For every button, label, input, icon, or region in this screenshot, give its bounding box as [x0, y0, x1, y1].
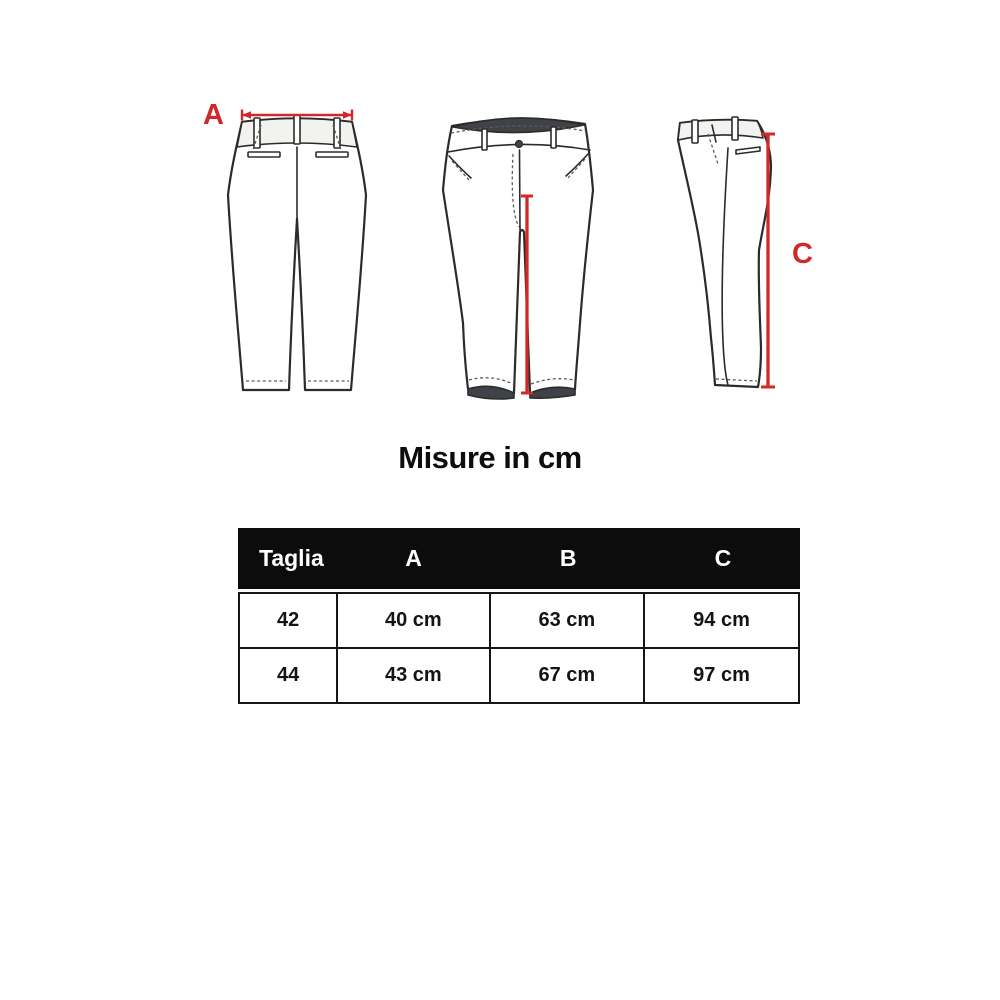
measure-cell: 63 cm: [491, 594, 646, 647]
column-header-c: C: [714, 545, 732, 571]
measure-cell: 67 cm: [491, 649, 646, 702]
measure-label-c: C: [792, 238, 813, 270]
measure-cell: 40 cm: [338, 594, 490, 647]
page-title: Misure in cm: [398, 440, 582, 475]
measure-label-a: A: [203, 99, 224, 131]
table-row-size-42: [240, 594, 798, 647]
column-header-b: B: [559, 545, 577, 571]
pants-front-view-drawing: [438, 108, 602, 404]
table-row-size-44: [240, 647, 798, 702]
measure-cell: 43 cm: [338, 649, 490, 702]
column-header-taglia: Taglia: [259, 545, 324, 571]
size-cell: 44: [240, 649, 338, 702]
measure-cell: 94 cm: [693, 609, 750, 631]
size-table: [238, 528, 800, 704]
pants-back-view-drawing: [215, 98, 385, 410]
pants-side-view-drawing: [668, 108, 818, 404]
measure-cell: 97 cm: [693, 664, 750, 686]
size-cell: 42: [240, 594, 338, 647]
size-table-header-row: [238, 528, 800, 589]
column-header-a: A: [405, 545, 422, 571]
size-table-body: [238, 592, 800, 704]
